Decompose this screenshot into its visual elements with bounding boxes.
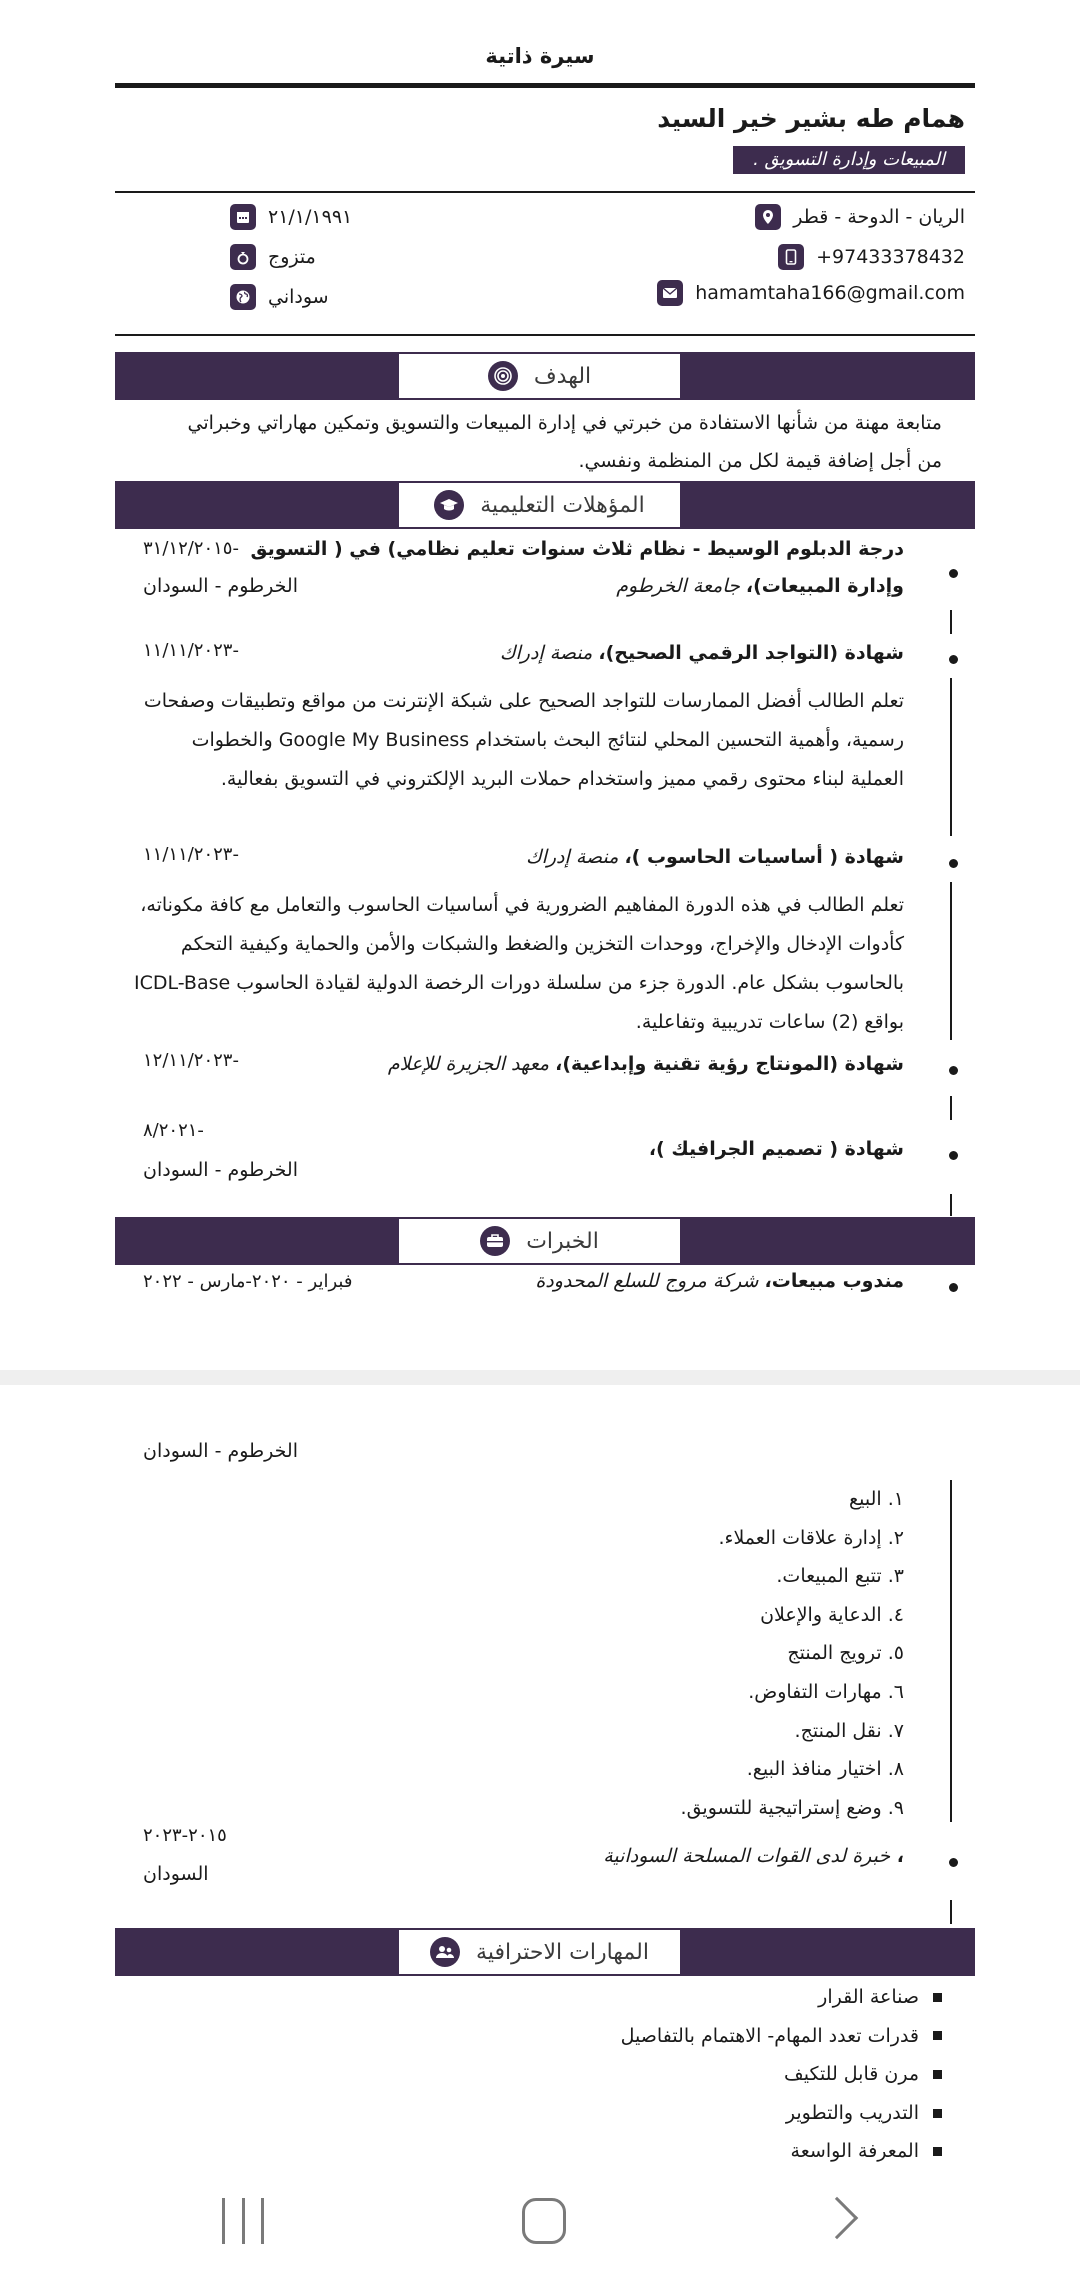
skills-section-header — [397, 1928, 682, 1976]
education-2-description: تعلم الطالب أفضل الممارسات للتواجد الصحيح على شبكة الإنترنت من مواقع وتطبيقات وصفحات رسمية، وأهمية التحسين المحلي لنتائج البحث باستخدام Google My Business والخطوات العملية لبناء محتوى رقمي مميز واستخدام حملات البريد الإلكتروني في التسويق بفعالية. — [143, 690, 904, 790]
phone-text[interactable]: +97433378432 — [816, 246, 965, 268]
email-row — [657, 280, 965, 306]
experience-2-timeline — [950, 1900, 952, 1924]
document-title: سيرة ذاتية — [485, 44, 595, 68]
education-4-timeline — [950, 1096, 952, 1120]
nationality-text: سوداني — [268, 286, 329, 308]
square-bullet-icon — [933, 1993, 942, 2002]
objective-title: الهدف — [533, 363, 592, 389]
graduation-cap-icon — [434, 490, 464, 520]
job-title-badge: المبيعات وإدارة التسويق . — [733, 146, 965, 174]
header-rule — [115, 83, 975, 88]
briefcase-icon — [480, 1226, 510, 1256]
experience-1-timeline — [950, 1480, 952, 1822]
resume-page-2 — [0, 1385, 1080, 2165]
list-item: ٤. الدعاية والإعلان — [760, 1603, 904, 1626]
experience-section-header — [397, 1217, 682, 1265]
experience-2-date: ٢٠١٥-٢٠٢٣ — [143, 1825, 227, 1846]
list-item: ٦. مهارات التفاوض. — [748, 1680, 904, 1703]
list-item — [621, 2094, 942, 2133]
experience-title: الخبرات — [526, 1228, 599, 1254]
birth-date-row — [230, 204, 396, 230]
phone-icon — [778, 244, 804, 270]
address-row — [755, 204, 965, 230]
education-5-date: -٨/٢٠٢١ — [143, 1120, 204, 1141]
home-button[interactable] — [522, 2198, 566, 2244]
envelope-icon — [657, 280, 683, 306]
experience-2-location: السودان — [143, 1863, 209, 1885]
full-name: همام طه بشير خير السيد — [657, 104, 965, 133]
education-bullet-2 — [946, 652, 960, 666]
education-3-institution: منصة إدراك — [525, 846, 625, 868]
recent-apps-button[interactable] — [222, 2198, 264, 2244]
experience-1-role: مندوب مبيعات، — [764, 1270, 904, 1292]
education-2-certificate: شهادة (التواجد الرقمي الصحيح)، — [598, 642, 904, 664]
education-1-title-line1: درجة الدبلوم الوسيط - نظام ثلاث سنوات تعليم نظامي) في ( التسويق — [250, 538, 904, 560]
target-icon — [488, 361, 518, 391]
objective-text: متابعة مهنة من شأنها الاستفادة من خبرتي في إدارة المبيعات والتسويق وتمكين مهاراتي وخبراتي من أجل إضافة قيمة لكل من المنظمة ونفسي. — [187, 412, 942, 472]
education-3-date: -١١/١١/٢٠٢٣ — [143, 844, 239, 865]
education-2-date: -١١/١١/٢٠٢٣ — [143, 640, 239, 661]
address-text: الريان - الدوحة - قطر — [793, 206, 965, 228]
skills-list — [621, 1978, 942, 2171]
skill-text: قدرات تعدد المهام- الاهتمام بالتفاصيل — [620, 2024, 919, 2047]
skill-text: صناعة القرار — [818, 1986, 919, 2008]
education-3-timeline — [950, 882, 952, 1040]
list-item — [621, 1978, 942, 2017]
skill-text: التدريب والتطوير — [785, 2101, 919, 2124]
experience-bullet-2 — [946, 1855, 960, 1869]
education-bullet-5 — [946, 1148, 960, 1162]
list-item — [621, 2017, 942, 2056]
education-4-date: -١٢/١١/٢٠٢٣ — [143, 1050, 239, 1071]
education-5-location: الخرطوم - السودان — [143, 1159, 298, 1181]
ring-icon — [230, 244, 256, 270]
skill-text: المعرفة الواسعة — [790, 2140, 919, 2163]
education-2-title — [500, 642, 904, 664]
experience-1-company: شركة مروج للسلع المحدودة — [535, 1270, 765, 1292]
list-item: ٣. تتبع المبيعات. — [776, 1565, 904, 1588]
experience-2-role: ، — [890, 1845, 904, 1867]
experience-1-tasks — [681, 1480, 904, 1827]
education-4-institution: معهد الجزيرة للإعلام — [387, 1053, 556, 1075]
education-3-description: تعلم الطالب في هذه الدورة المفاهيم الضرورية في أساسيات الحاسوب والتعامل مع كافة مكوناته، كأدوات الإدخال والإخراج، ووحدات التخزين والضغط والشبكات والأمن والحماية وكيفية التحكم بالحاسوب بشكل عام. الدورة جزء من سلسلة دورات الرخصة الدولية لقيادة الحاسوب ICDL-Base بواقع (2) ساعات تدريبية وتفاعلية. — [134, 894, 904, 1033]
education-5-title: شهادة ( تصميم الجرافيك )، — [648, 1138, 904, 1160]
list-item: ٧. نقل المنتج. — [794, 1719, 904, 1742]
square-bullet-icon — [933, 2109, 942, 2118]
square-bullet-icon — [933, 2070, 942, 2079]
list-item — [621, 2132, 942, 2171]
calendar-icon — [230, 204, 256, 230]
birth-date-text: ٢١/١/١٩٩١ — [268, 206, 353, 228]
objective-section-header — [397, 352, 682, 400]
education-bullet-3 — [946, 856, 960, 870]
list-item: ٥. ترويج المنتج — [787, 1642, 904, 1665]
info-bottom-rule — [115, 334, 975, 336]
education-1-date: -٣١/١٢/٢٠١٥ — [143, 538, 239, 559]
list-item: ١. البيع — [849, 1488, 904, 1510]
globe-icon — [230, 284, 256, 310]
education-1-institution: جامعة الخرطوم — [616, 575, 746, 597]
phone-row — [778, 244, 965, 270]
info-top-rule — [115, 191, 975, 193]
marital-status-row — [230, 244, 396, 270]
skill-text: مرن قابل للتكيف — [784, 2063, 919, 2086]
education-bullet-1 — [946, 566, 960, 580]
marital-status-text: متزوج — [268, 246, 316, 268]
users-icon — [430, 1937, 460, 1967]
education-3-certificate: شهادة ( أساسيات الحاسوب )، — [624, 846, 904, 868]
education-1-timeline — [950, 610, 952, 634]
education-1-location: الخرطوم - السودان — [143, 575, 298, 597]
skills-title: المهارات الاحترافية — [476, 1939, 649, 1965]
list-item: ٢. إدارة علاقات العملاء. — [718, 1526, 904, 1549]
education-2-institution: منصة إدراك — [499, 642, 599, 664]
education-4-certificate: شهادة (المونتاج رؤية تقنية وإبداعية)، — [555, 1053, 904, 1075]
list-item: ٩. وضع إستراتيجية للتسويق. — [680, 1796, 904, 1819]
experience-1-title — [535, 1270, 904, 1292]
email-link[interactable]: hamamtaha166@gmail.com — [695, 282, 965, 304]
education-2-timeline — [950, 678, 952, 836]
nationality-row — [230, 284, 396, 310]
experience-1-location: الخرطوم - السودان — [143, 1440, 298, 1462]
experience-1-date: فبراير - ٢٠٢٠-مارس - ٢٠٢٢ — [143, 1271, 353, 1292]
map-pin-icon — [755, 204, 781, 230]
square-bullet-icon — [933, 2031, 942, 2040]
list-item — [621, 2055, 942, 2094]
education-4-title — [388, 1053, 904, 1075]
education-1-title-line2 — [616, 575, 904, 597]
education-title: المؤهلات التعليمية — [480, 492, 645, 518]
experience-2-title — [603, 1845, 904, 1867]
education-5-timeline — [950, 1194, 952, 1216]
experience-bullet-1 — [946, 1280, 960, 1294]
experience-2-company: خبرة لدى القوات المسلحة السودانية — [603, 1845, 891, 1867]
education-3-title — [526, 846, 904, 868]
education-bullet-4 — [946, 1063, 960, 1077]
education-1-degree: وإدارة المبيعات)، — [745, 575, 904, 597]
list-item: ٨. اختيار منافذ البيع. — [746, 1758, 904, 1781]
education-section-header — [397, 481, 682, 529]
square-bullet-icon — [933, 2147, 942, 2156]
page-break — [0, 1370, 1080, 1385]
